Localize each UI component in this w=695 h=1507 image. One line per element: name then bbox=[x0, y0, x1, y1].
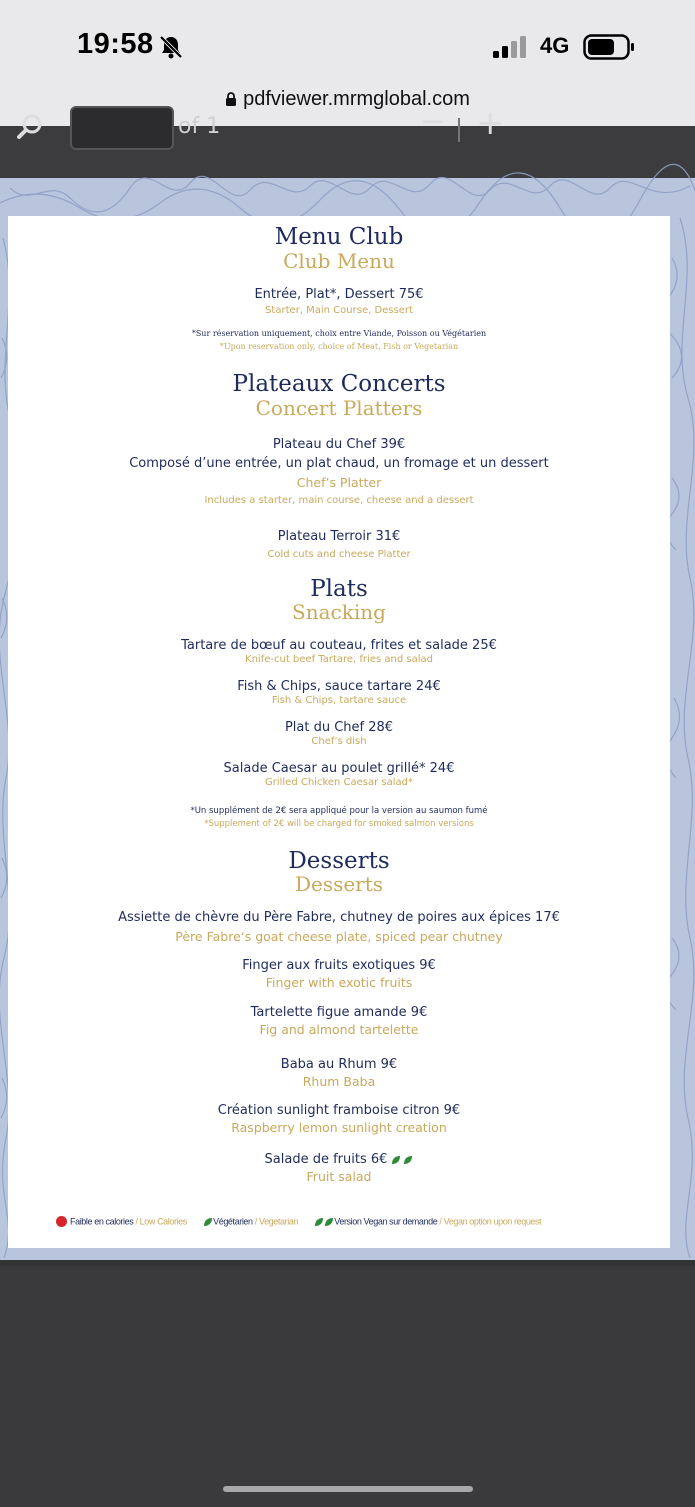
chef-platter-desc-en: Includes a starter, main course, cheese and a dessert bbox=[204, 495, 474, 506]
menu-item: Salade Caesar au poulet grillé* 24€ bbox=[223, 761, 455, 776]
menu-item-en: Fish & Chips, tartare sauce bbox=[271, 695, 407, 706]
chef-platter: Plateau du Chef 39€ bbox=[272, 437, 406, 452]
battery-icon bbox=[583, 34, 635, 60]
toolbar-divider bbox=[458, 118, 460, 142]
dessert-item: Assiette de chèvre du Père Fabre, chutney de poires aux épices 17€ bbox=[118, 910, 560, 925]
menu-item-en: Knife-cut beef Tartare, fries and salad bbox=[245, 654, 433, 665]
dessert-item-en: Rhum Baba bbox=[302, 1074, 376, 1089]
legend-slash: / bbox=[437, 1216, 444, 1227]
legend-slash: / bbox=[252, 1216, 259, 1227]
section-subtitle-desserts: Desserts bbox=[294, 872, 384, 896]
dessert-item: Baba au Rhum 9€ bbox=[280, 1057, 398, 1072]
section-subtitle-platters: Concert Platters bbox=[255, 396, 423, 420]
url-text: pdfviewer.mrmglobal.com bbox=[243, 88, 470, 110]
section-title-plats: Plats bbox=[310, 576, 368, 602]
dietary-legend bbox=[56, 1216, 656, 1227]
legend-vegan-en: Vegan option upon request bbox=[443, 1216, 542, 1227]
terroir-platter: Plateau Terroir 31€ bbox=[277, 529, 401, 544]
section-title-menu-club: Menu Club bbox=[274, 224, 404, 250]
pdf-toolbar bbox=[0, 103, 695, 180]
zoom-in-button[interactable]: + bbox=[476, 103, 505, 143]
terroir-platter-en: Cold cuts and cheese Platter bbox=[267, 549, 411, 560]
clock-time: 19:58 bbox=[77, 28, 154, 60]
legend-vegan: Version Vegan sur demande bbox=[334, 1216, 438, 1227]
network-type: 4G bbox=[540, 33, 570, 58]
legend-vegetarian-en: Vegetarian bbox=[258, 1216, 299, 1227]
section-title-desserts: Desserts bbox=[288, 848, 390, 874]
section-subtitle-club-menu: Club Menu bbox=[283, 249, 395, 273]
legend-low-cal: Faible en calories bbox=[70, 1216, 134, 1227]
legend-vegetarian: Végétarien bbox=[213, 1216, 253, 1227]
dessert-item: Création sunlight framboise citron 9€ bbox=[217, 1103, 461, 1118]
dessert-item: Finger aux fruits exotiques 9€ bbox=[242, 958, 436, 973]
zoom-out-button[interactable]: − bbox=[420, 104, 446, 139]
vegan-leaf-icon bbox=[391, 1155, 401, 1165]
vegan-leaf-icon bbox=[324, 1217, 334, 1227]
dessert-item-en: Père Fabre‘s goat cheese plate, spiced pear chutney bbox=[175, 929, 503, 944]
silent-mode-bell-icon bbox=[158, 34, 184, 60]
page-shadow bbox=[0, 1260, 695, 1266]
plats-note-en: *Supplement of 2€ will be charged for smoked salmon versions bbox=[204, 819, 474, 829]
lock-icon bbox=[225, 92, 237, 106]
club-offer-en: Starter, Main Course, Dessert bbox=[265, 305, 413, 316]
club-note: *Sur réservation uniquement, choix entre Viande, Poisson ou Végétarien bbox=[191, 329, 487, 338]
dessert-item-text: Salade de fruits 6€ bbox=[264, 1152, 388, 1167]
pdf-page-frame bbox=[0, 178, 695, 1260]
cellular-signal-icon bbox=[493, 36, 529, 58]
apple-icon bbox=[56, 1216, 67, 1227]
club-offer: Entrée, Plat*, Dessert 75€ bbox=[254, 287, 424, 302]
vegan-leaf-icon bbox=[403, 1155, 413, 1165]
vegan-leaf-icon bbox=[314, 1217, 324, 1227]
club-note-en: *Upon reservation only, choice of Meat, Fish or Vegetarian bbox=[219, 342, 459, 351]
dessert-item-en: Fruit salad bbox=[306, 1169, 372, 1184]
vegetarian-leaf-icon bbox=[203, 1217, 213, 1227]
chef-platter-en: Chef’s Platter bbox=[296, 475, 382, 490]
chef-platter-desc: Composé d’une entrée, un plat chaud, un fromage et un dessert bbox=[129, 456, 549, 471]
legend-low-cal-en: Low Calories bbox=[139, 1216, 187, 1227]
dessert-item-en: Raspberry lemon sunlight creation bbox=[231, 1120, 447, 1135]
plats-note: *Un supplément de 2€ sera appliqué pour la version au saumon fumé bbox=[190, 806, 488, 816]
menu-page bbox=[8, 216, 670, 1248]
dessert-item: Tartelette figue amande 9€ bbox=[250, 1005, 428, 1020]
menu-item-en: Grilled Chicken Caesar salad* bbox=[264, 777, 414, 788]
dessert-item bbox=[8, 1152, 670, 1167]
menu-item: Tartare de bœuf au couteau, frites et salade 25€ bbox=[181, 638, 497, 653]
home-indicator[interactable] bbox=[223, 1486, 473, 1492]
search-icon[interactable] bbox=[16, 114, 46, 144]
page-number-input[interactable] bbox=[70, 106, 174, 150]
menu-item-en: Chef’s dish bbox=[311, 736, 367, 747]
dessert-item-en: Fig and almond tartelette bbox=[259, 1022, 419, 1037]
dessert-item-en: Finger with exotic fruits bbox=[265, 975, 413, 990]
page-count: of 1 bbox=[178, 114, 221, 139]
section-title-platters: Plateaux Concerts bbox=[232, 371, 446, 397]
menu-item: Fish & Chips, sauce tartare 24€ bbox=[237, 679, 441, 694]
menu-item: Plat du Chef 28€ bbox=[284, 720, 394, 735]
section-subtitle-snacking: Snacking bbox=[292, 600, 386, 624]
legend-slash: / bbox=[133, 1216, 140, 1227]
